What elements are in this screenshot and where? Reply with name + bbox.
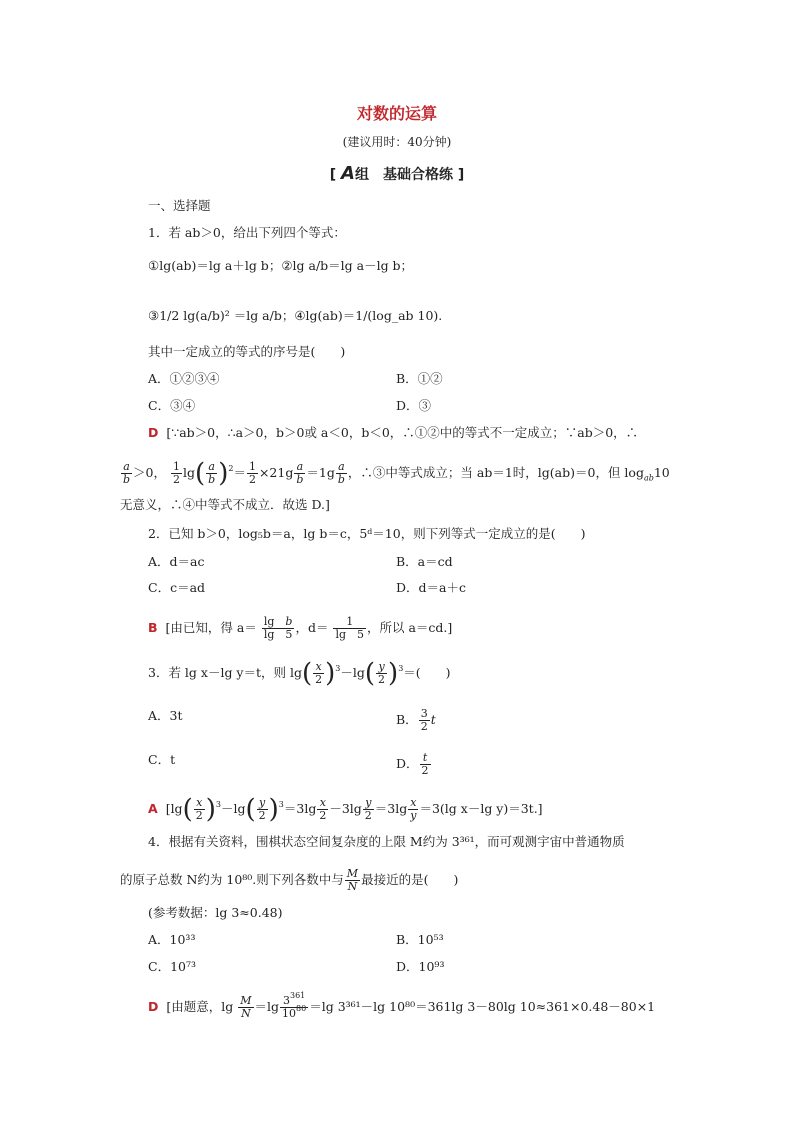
q3-option-a: A．3t: [148, 708, 183, 723]
q3-stem-post: ＝( ): [403, 665, 451, 680]
section-heading: 一、选择题: [148, 198, 211, 213]
q1-sol-2a: ＞0，: [133, 465, 166, 480]
q1-option-d: D．③: [396, 398, 432, 413]
q4-solution: D [由题意，lg $\frac{M}{N}$ ＝lg $\frac{3^{361}}{10^{80}}$ ＝lg 3³⁶¹－lg 10⁸⁰＝361lg 3－80lg 10≈361×0.48－80×1: [148, 991, 656, 1020]
q3-solution: A [lg( $\frac{x}{2}$ )$^3$－lg( $\frac{y}{2}$ )$^3$＝3lg $\frac{x}{2}$ －3lg $\frac{y}{2}$ ＝3lg $\frac{x}{y}$ ＝3(lg x－lg y)＝3t.]: [148, 794, 543, 825]
q3-stem-pre: 3．若 lg x－lg y＝t，则 lg: [148, 665, 302, 680]
q4-option-a: A．10³³: [148, 932, 196, 947]
q4-stem-2: 的原子总数 N约为 10⁸⁰.则下列各数中与 $\frac{M}{N}$ 最接近的是( ): [120, 867, 459, 893]
q2-sol-pre: [由已知，得 a＝: [165, 620, 257, 635]
q1-solution-2: $\frac{a}{b}$ ＞0， $\frac{1}{2}$ lg( $\frac{a}{b}$ )$^2$＝ $\frac{1}{2}$ ×21g $\frac{a}{b}$ ＝1g $\frac{a}{b}$ ，∴③中等式成立；当 ab＝1时，lg(ab)＝0，但 $\log_{ab}10$: [123, 458, 670, 489]
q1-option-c: C．③④: [148, 398, 196, 413]
q1-solution-1: [148, 425, 638, 441]
q2-option-d: D．d＝a＋c: [396, 580, 466, 595]
q1-stem: 1．若 ab＞0，给出下列四个等式：: [148, 225, 346, 240]
bracket-open: [: [329, 167, 337, 183]
q1-equations-2: ③1/2 lg(a/b)² ＝lg a/b；④lg(ab)＝1/(log_ab 10).: [148, 308, 443, 323]
q1-option-b: B．①②: [396, 371, 443, 386]
fraction: $\frac{a}{b}$: [123, 460, 131, 486]
q4-answer: D: [148, 999, 159, 1014]
q1-sol-2c: ×21g: [258, 465, 294, 480]
q1-equations-1: ①lg(ab)＝lg a＋lg b；②lg a/b＝lg a－lg b；: [148, 258, 414, 273]
group-letter: A: [341, 163, 355, 184]
q1-sol-2d: ＝1g: [306, 465, 335, 480]
q4-stem-1: 4．根据有关资料，围棋状态空间复杂度的上限 M约为 3³⁶¹，而可观测宇宙中普通物质: [148, 834, 625, 849]
q4-option-b: B．10⁵³: [396, 932, 444, 947]
group-label: 组 基础合格练: [354, 167, 453, 183]
q1-solution-text-1: [∵ab＞0，∴a＞0，b＞0或 a＜0，b＜0，∴①②中的等式不一定成立；∵ab＞0，∴: [166, 425, 639, 440]
q3-answer: A: [148, 801, 158, 816]
q2-sol-mid: ，d＝: [295, 620, 329, 635]
q1-option-a: A．①②③④: [148, 371, 220, 386]
q2-option-c: C．c＝ad: [148, 580, 206, 595]
q1-sol-2e: ，∴③中等式成立；当 ab＝1时，lg(ab)＝0，但 log: [347, 465, 644, 480]
q1-sol-2f: 10: [653, 465, 670, 480]
q2-solution: [148, 616, 452, 641]
q1-solution-3: 无意义，∴④中等式不成立．故选 D.]: [120, 497, 330, 512]
fraction: $\frac{1}{2}$: [172, 460, 180, 486]
q4-reference: (参考数据：lg 3≈0.48): [148, 905, 283, 920]
q3-stem: 3．若 lg x－lg y＝t，则 lg( $\frac{x}{2}$ )$^3$－lg( $\frac{y}{2}$ )$^3$＝( ): [148, 658, 451, 689]
q2-answer: B: [148, 620, 158, 635]
group-heading: [0, 163, 794, 184]
q2-stem: 2．已知 b＞0，log₅b＝a，lg b＝c，5ᵈ＝10，则下列等式一定成立的是( ): [148, 526, 586, 541]
bracket-close: ]: [457, 167, 465, 183]
q3-sol-post: ＝3(lg x－lg y)＝3t.]: [419, 801, 543, 816]
q1-ask: 其中一定成立的等式的序号是( ): [148, 344, 346, 359]
fraction: $\frac{1}{\lg 5}$: [335, 615, 364, 641]
q2-sol-post: ，所以 a＝cd.]: [367, 620, 453, 635]
q3-option-b: B． $\frac{3}{2}$ t: [396, 707, 436, 733]
q2-option-b: B．a＝cd: [396, 554, 453, 569]
q4-option-d: D．10⁹³: [396, 959, 445, 974]
q2-option-a: A．d＝ac: [148, 554, 205, 569]
page-title: 对数的运算: [356, 104, 437, 123]
fraction: $\frac{\text{lg b}}{\lg 5}$: [263, 615, 293, 641]
q1-sol-2b: ＝: [233, 465, 246, 480]
q3-option-c: C．t: [148, 752, 176, 767]
q1-answer: D: [148, 425, 159, 440]
q4-option-c: C．10⁷³: [148, 959, 196, 974]
time-suggestion: (建议用时：40分钟): [342, 135, 452, 149]
q3-option-d: D． $\frac{t}{2}$: [396, 751, 429, 777]
